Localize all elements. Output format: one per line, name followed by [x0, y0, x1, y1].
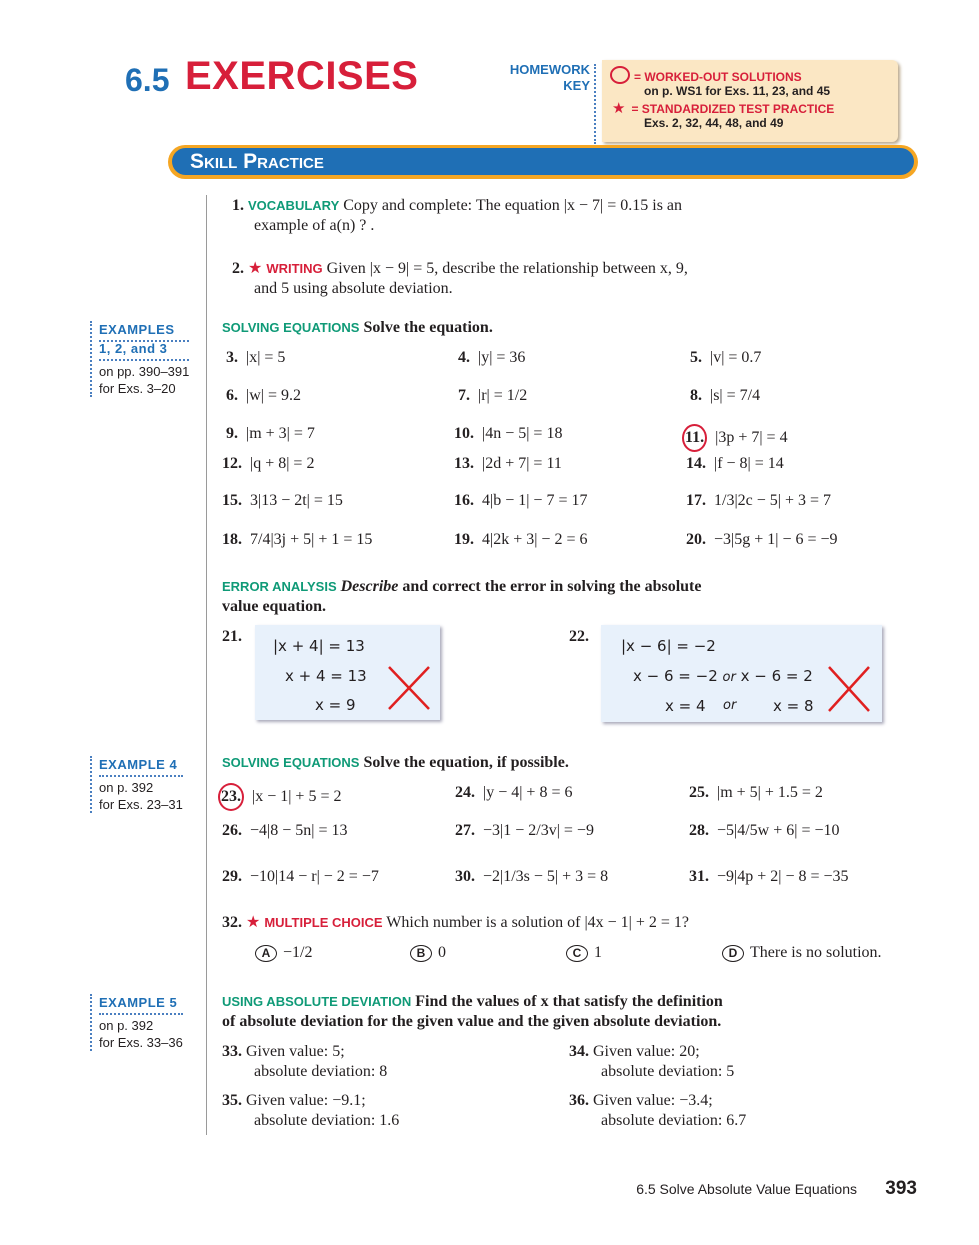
exercise-number: 24. — [455, 784, 475, 801]
exercise-number: 33. — [222, 1043, 242, 1060]
exercise-item — [226, 386, 301, 406]
exercise-item — [686, 491, 831, 511]
exercise-equation: |s| = 7/4 — [702, 387, 761, 404]
exercise-item — [458, 386, 527, 406]
exercise-number: 10. — [454, 425, 474, 442]
error-x-icon — [385, 663, 433, 713]
section-error-analysis-line2: value equation. — [222, 598, 327, 615]
choice-a — [255, 943, 312, 963]
exercise-item — [454, 530, 587, 550]
exercise-equation: |q + 8| = 2 — [242, 455, 315, 472]
exercise-item — [454, 491, 587, 511]
exercise-equation: 7/4|3j + 5| + 1 = 15 — [242, 531, 373, 548]
exercise-equation: |w| = 9.2 — [238, 387, 301, 404]
examples-reference-3: EXAMPLE 5 on p. 392 for Exs. 33–36 — [90, 994, 183, 1051]
exercise-item — [222, 530, 372, 550]
choice-c — [566, 943, 602, 963]
exercise-equation: −4|8 − 5n| = 13 — [242, 822, 348, 839]
exercise-item — [222, 783, 341, 811]
exercise-number: 8. — [690, 387, 702, 404]
exercise-item — [690, 386, 760, 406]
exercise-equation: −9|4p + 2| − 8 = −35 — [709, 868, 849, 885]
exercise-number: 31. — [689, 868, 709, 885]
exercise-number: 29. — [222, 868, 242, 885]
exercise-number: 3. — [226, 349, 238, 366]
exercise-line2: absolute deviation: 5 — [601, 1063, 735, 1080]
section-number: 6.5 — [125, 62, 170, 98]
exercise-equation: |x| = 5 — [238, 349, 286, 366]
exercise-item — [222, 867, 379, 887]
exercise-number: 13. — [454, 455, 474, 472]
exercise-2: 2. ★ WRITING Given |x − 9| = 5, describe the relationship between x, 9, — [232, 260, 688, 277]
exercise-number: 36. — [569, 1092, 589, 1109]
exercise-item — [222, 491, 343, 511]
exercise-32: 32. ★ MULTIPLE CHOICE Which number is a solution of |4x − 1| + 2 = 1? — [222, 914, 690, 931]
section-solving-equations-2: SOLVING EQUATIONS Solve the equation, if possible. — [222, 754, 569, 771]
exercise-2-line2: and 5 using absolute deviation. — [254, 280, 453, 297]
exercise-equation: −3|1 − 2/3v| = −9 — [475, 822, 594, 839]
error-box-21: |x + 4| = 13 x + 4 = 13 x = 9 — [255, 625, 440, 720]
exercise-item — [458, 348, 525, 368]
exercise-1-line2: example of a(n) ? . — [254, 217, 375, 234]
exercise-number: 6. — [226, 387, 238, 404]
exercise-item — [222, 821, 347, 841]
exercise-line1: Given value: 5; — [242, 1043, 345, 1060]
exercise-line1: Given value: −9.1; — [242, 1092, 366, 1109]
exercise-number: 23. — [218, 783, 244, 811]
choice-letter: C — [566, 945, 588, 962]
exercise-number: 30. — [455, 868, 475, 885]
exercise-number: 20. — [686, 531, 706, 548]
exercise-equation: −10|14 − r| − 2 = −7 — [242, 868, 379, 885]
exercise-equation: |f − 8| = 14 — [706, 455, 784, 472]
exercise-number: 15. — [222, 492, 242, 509]
skill-practice-banner: Skill Practice — [168, 145, 918, 179]
exercise-equation: |3p + 7| = 4 — [707, 429, 788, 446]
exercise-number: 7. — [458, 387, 470, 404]
error-box-22: |x − 6| = −2 x − 6 = −2 or x − 6 = 2 x = 4 or x = 8 — [601, 625, 882, 722]
page-title: EXERCISES — [185, 54, 419, 98]
choice-letter: D — [722, 945, 744, 962]
star-icon: ★ — [612, 100, 626, 117]
margin-rule — [206, 195, 207, 1135]
exercise-item — [455, 821, 594, 841]
circle-icon — [610, 66, 630, 84]
exercise-item — [222, 454, 314, 474]
exercise-item — [689, 867, 849, 887]
choice-letter: A — [255, 945, 277, 962]
star-icon: ★ — [248, 260, 263, 277]
error-x-icon — [825, 663, 873, 715]
section-error-analysis: ERROR ANALYSIS Describe and correct the error in solving the absolute — [222, 578, 702, 595]
exercise-item — [686, 530, 838, 550]
exercise-number: 25. — [689, 784, 709, 801]
exercise-item — [569, 1091, 746, 1131]
exercise-equation: 4|b − 1| − 7 = 17 — [474, 492, 588, 509]
exercise-line1: Given value: −3.4; — [589, 1092, 713, 1109]
exercise-number: 4. — [458, 349, 470, 366]
exercise-line2: absolute deviation: 1.6 — [254, 1112, 400, 1129]
footer-section-title: 6.5 Solve Absolute Value Equations — [636, 1181, 857, 1197]
exercise-number: 26. — [222, 822, 242, 839]
exercise-number: 27. — [455, 822, 475, 839]
exercise-item — [569, 1042, 734, 1082]
exercise-1: 1. VOCABULARY Copy and complete: The equation |x − 7| = 0.15 is an — [232, 197, 683, 214]
exercise-item — [226, 348, 285, 368]
exercise-item — [686, 454, 784, 474]
exercise-equation: −3|5g + 1| − 6 = −9 — [706, 531, 838, 548]
homework-key-label: HOMEWORK KEY — [509, 62, 590, 93]
exercise-equation: |4n − 5| = 18 — [474, 425, 563, 442]
exercise-item — [222, 1091, 399, 1131]
exercise-number: 11. — [682, 424, 707, 452]
homework-key-box: = WORKED-OUT SOLUTIONS on p. WS1 for Exs. 11, 23, and 45 ★ = STANDARDIZED TEST PRACTICE Exs. 2, 32, 44, 48, and 49 — [602, 60, 898, 142]
exercise-equation: −2|1/3s − 5| + 3 = 8 — [475, 868, 609, 885]
exercise-number: 14. — [686, 455, 706, 472]
homework-key-divider — [594, 64, 596, 144]
exercise-item — [689, 783, 823, 803]
exercise-item — [689, 821, 840, 841]
exercise-equation: |y| = 36 — [470, 349, 526, 366]
exercise-equation: −5|4/5w + 6| = −10 — [709, 822, 840, 839]
exercise-number: 28. — [689, 822, 709, 839]
exercise-equation: |m + 3| = 7 — [238, 425, 315, 442]
exercise-item — [455, 867, 608, 887]
exercise-21-number: 21. — [222, 628, 242, 645]
exercise-item — [690, 348, 761, 368]
exercise-item — [454, 424, 562, 444]
exercise-number: 9. — [226, 425, 238, 442]
exercise-number: 12. — [222, 455, 242, 472]
exercise-number: 5. — [690, 349, 702, 366]
exercise-22-number: 22. — [569, 628, 589, 645]
exercise-equation: 1/3|2c − 5| + 3 = 7 — [706, 492, 832, 509]
exercise-item — [222, 1042, 387, 1082]
examples-reference-2: EXAMPLE 4 on p. 392 for Exs. 23–31 — [90, 756, 183, 813]
exercise-item — [686, 424, 788, 452]
section-absolute-deviation-line2: of absolute deviation for the given value and the given absolute deviation. — [222, 1013, 722, 1030]
choice-text: 1 — [594, 944, 602, 961]
exercise-number: 34. — [569, 1043, 589, 1060]
exercise-item — [454, 454, 562, 474]
exercise-item — [226, 424, 315, 444]
choice-text: There is no solution. — [750, 944, 882, 961]
exercise-equation: |x − 1| + 5 = 2 — [244, 788, 342, 805]
exercise-equation: |y − 4| + 8 = 6 — [475, 784, 573, 801]
choice-b — [410, 943, 446, 963]
choice-text: −1/2 — [283, 944, 313, 961]
page-number: 393 — [885, 1178, 917, 1199]
choice-d — [722, 943, 882, 963]
exercise-item — [455, 783, 572, 803]
exercise-equation: 3|13 − 2t| = 15 — [242, 492, 343, 509]
exercise-line2: absolute deviation: 8 — [254, 1063, 388, 1080]
exercise-equation: |r| = 1/2 — [470, 387, 528, 404]
exercise-number: 17. — [686, 492, 706, 509]
exercise-equation: |v| = 0.7 — [702, 349, 762, 366]
exercise-number: 35. — [222, 1092, 242, 1109]
choice-letter: B — [410, 945, 432, 962]
exercise-number: 16. — [454, 492, 474, 509]
exercise-equation: 4|2k + 3| − 2 = 6 — [474, 531, 588, 548]
star-icon: ★ — [246, 914, 261, 931]
section-absolute-deviation: USING ABSOLUTE DEVIATION Find the values of x that satisfy the definition — [222, 993, 723, 1010]
exercise-number: 18. — [222, 531, 242, 548]
exercise-number: 19. — [454, 531, 474, 548]
section-solving-equations: SOLVING EQUATIONS Solve the equation. — [222, 319, 493, 336]
exercise-line2: absolute deviation: 6.7 — [601, 1112, 747, 1129]
choice-text: 0 — [438, 944, 446, 961]
examples-reference-1: EXAMPLES 1, 2, and 3 on pp. 390–391 for Exs. 3–20 — [90, 321, 189, 397]
exercise-equation: |2d + 7| = 11 — [474, 455, 562, 472]
exercise-equation: |m + 5| + 1.5 = 2 — [709, 784, 823, 801]
exercise-line1: Given value: 20; — [589, 1043, 700, 1060]
